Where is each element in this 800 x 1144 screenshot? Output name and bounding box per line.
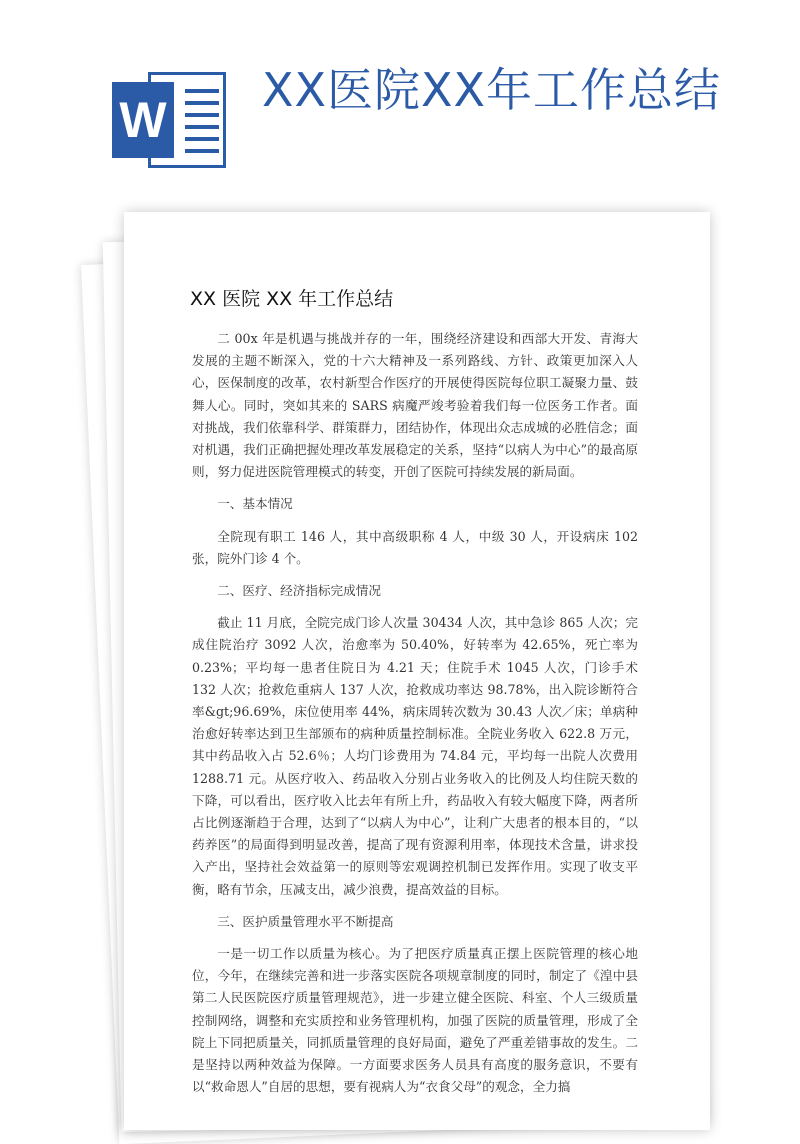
paragraph-basic: 全院现有职工 146 人，其中高级职称 4 人，中级 30 人，开设病床 102 张，院外门诊 4 个。 [192,528,638,566]
icon-line [185,89,219,93]
document-title: XX 医院 XX 年工作总结 [190,288,394,310]
section-heading-indicators: 二、医疗、经济指标完成情况 [217,583,381,599]
word-document-icon [112,72,232,168]
icon-line [185,113,219,117]
section-heading-basic: 一、基本情况 [217,496,293,512]
header-banner [0,0,800,200]
paragraph-quality: 一是一切工作以质量为核心。为了把医疗质量真正摆上医院管理的核心地位，今年，在继续完善和进一步落实医院各项规章制度的同时，制定了《湟中县第二人民医院医疗质量管理规范》，进一步建立健全医院、科室、个人三级质量控制网络，调整和充实质控和业务管理机构，加强了医院的质量管理，形成了全院上下同把质量关，同抓质量管理的良好局面，避免了严重差错事故的发生。二是坚持以两种效益为保障。一方面要求医务人员具有高度的服务意识，不要有以“救命恩人”自居的思想，要有视病人为“衣食父母”的观念，全力搞 [192,946,638,1095]
document-body [192,328,638,1099]
icon-line [185,101,219,105]
icon-line [185,137,219,141]
icon-line [185,149,219,153]
icon-line [185,125,219,129]
word-letter-badge: W [112,82,174,158]
paragraph-indicators: 截止 11 月底，全院完成门诊人次量 30434 人次，其中急诊 865 人次；完成住院治疗 3092 人次，治愈率为 50.40%，好转率为 42.65%，死亡率为 0.23%；平均每一患者住院日为 4.21 天；住院手术 1045 人次，门诊手术 132 人次；抢救危重病人 137 人次，抢救成功率达 98.78%，出入院诊断符合率&gt;96.69%，床位使用率 44%，病床周转次数为 30.43 人次／床；单病种治愈好转率达到卫生部颁布的病种质量控制标准。全院业务收入 622.8 万元，其中药品收入占 52.6％；人均门诊费用为 74.84 元，平均每一出院人次费用 1288.71 元。从医疗收入、药品收入分别占业务收入的比例及人均住院天数的下降，可以看出，医疗收入比去年有所上升，药品收入有较大幅度下降，两者所占比例逐渐趋于合理，达到了“以病人为中心”，让利广大患者的根本目的，“以药养医”的局面得到明显改善，提高了现有资源利用率，体现技术含量，讲求投入产出，坚持社会效益第一的原则等宏观调控机制已发挥作用。实现了收支平衡，略有节余，压减支出，减少浪费，提高效益的目标。 [192,615,638,897]
section-heading-quality: 三、医护质量管理水平不断提高 [217,913,394,929]
paragraph-intro: 二 00x 年是机遇与挑战并存的一年，围绕经济建设和西部大开发、青海大发展的主题不断深入，党的十六大精神及一系列路线、方针、政策更加深入人心，医保制度的改革，农村新型合作医疗的开展使得医院每位职工凝聚力量、鼓舞人心。同时，突如其来的 SARS 病魔严竣考验着我们每一位医务工作者。面对挑战，我们依靠科学、群策群力，团结协作，体现出众志成城的必胜信念；面对机遇，我们正确把握处理改革发展稳定的关系，坚持“以病人为中心”的最高原则，努力促进医院管理模式的转变，开创了医院可持续发展的新局面。 [192,331,638,480]
banner-title: XX医院XX年工作总结 [262,63,722,117]
